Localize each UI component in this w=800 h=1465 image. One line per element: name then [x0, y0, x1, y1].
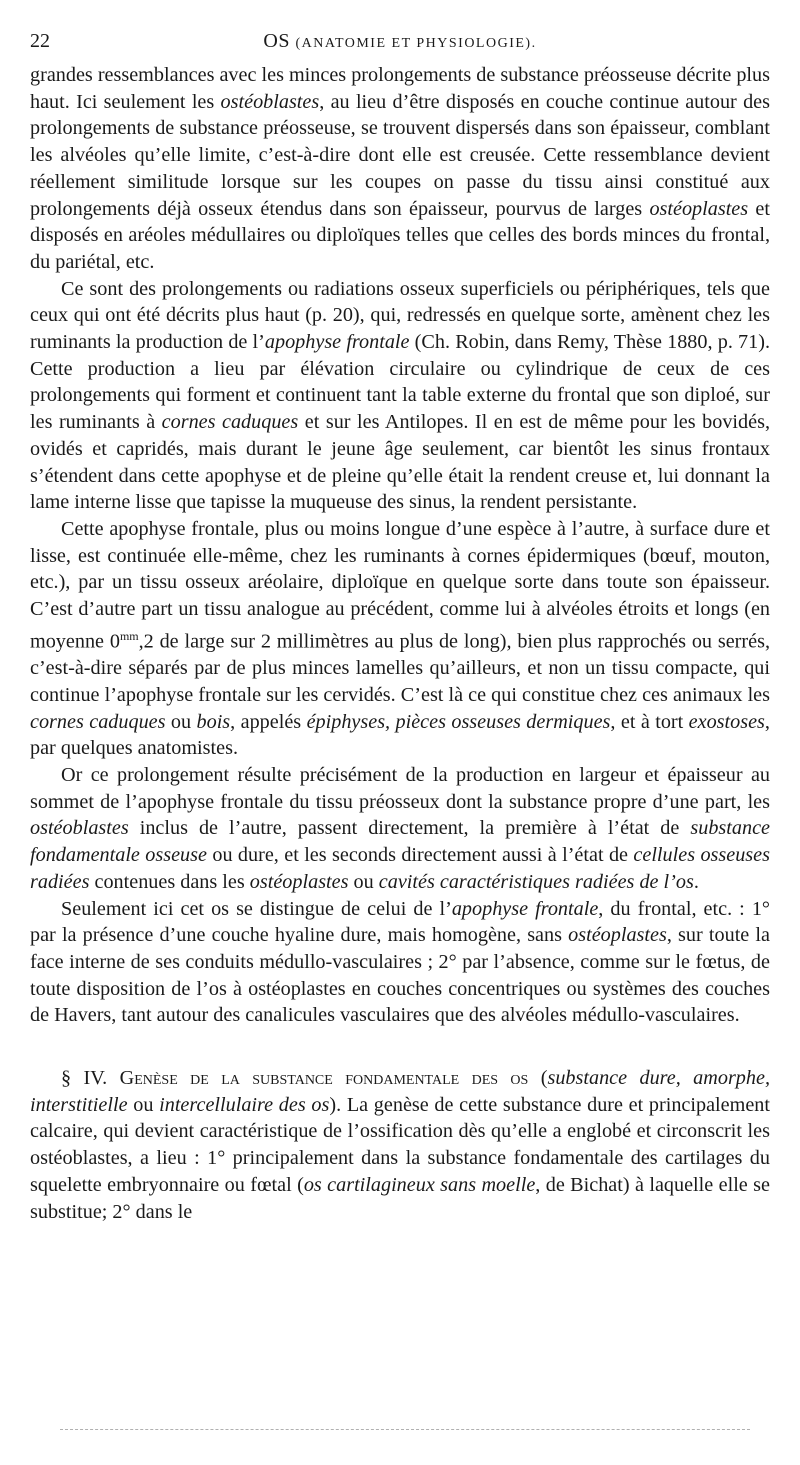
footer-rule	[60, 1429, 750, 1430]
italic-term: ostéoplastes	[568, 924, 667, 947]
italic-term: apophyse frontale	[264, 331, 410, 354]
italic-term: ostéoplastes	[649, 197, 749, 220]
italic-term: bois	[196, 710, 231, 733]
section-title: Genèse de la substance fondamentale des os	[119, 1067, 529, 1090]
italic-term: ostéoblastes	[30, 817, 129, 840]
italic-term: exostoses	[688, 710, 765, 733]
body-text	[30, 62, 770, 1225]
running-head	[30, 26, 770, 59]
italic-term: os cartilagineux sans moelle	[303, 1173, 536, 1196]
italic-term: substance fondamentale osseuse	[30, 817, 770, 867]
paragraph: Ce sont des prolongements ou radiations osseux superficiels ou périphériques, tels que ceux qui ont été décrits plus haut (p. 20), qui, redressés en quelque sorte, amènent chez les ruminants la production de l’apophyse frontale (Ch. Robin, dans Remy, Thèse 1880, p. 71). Cette production a lieu par élévation circulaire ou cylindrique de ceux de ces prolongements qui forment et continuent tant la table externe du frontal que son diploé, sur les ruminants à cornes caduques et sur les Antilopes. Il en est de même pour les bovidés, ovidés et capridés, mais durant le jeune âge seulement, car bientôt les sinus frontaux s’étendent dans cette apophyse et de pleine qu’elle était la rendent creuse et, lui donnant la lame interne lisse que tapisse la muqueuse des sinus, la rendent persistante.	[30, 277, 770, 514]
paragraph: Seulement ici cet os se distingue de celui de l’apophyse frontale, du frontal, etc. : 1° par la présence d’une couche hyaline dure, mais homogène, sans ostéoplastes, sur toute la face interne de ses conduits médullo-vasculaires ; 2° par l’absence, comme sur le fœtus, de toute disposition de l’os à ostéoplastes en couches concentriques ou systèmes des couches de Havers, tant autour des canalicules vasculaires que des alvéoles médullo-vasculaires.	[30, 897, 771, 1027]
running-head-title: OS	[263, 30, 290, 52]
unit-superscript: mm	[119, 628, 139, 643]
italic-term: cellules osseuses radiées	[30, 844, 770, 893]
italic-term: cavités caractéristiques radiées de l’os	[378, 870, 694, 893]
italic-term: ostéoplastes	[249, 870, 349, 893]
paragraph: Cette apophyse frontale, plus ou moins longue d’une espèce à l’autre, à surface dure et lisse, est continuée elle-même, chez les ruminants à cornes épidermiques (bœuf, mouton, etc.), par un tissu osseux aréolaire, diploïque en quelque sorte dans toute son épaisseur. C’est d’autre part un tissu analogue au précédent, comme lui à alvéoles étroits et longs (en moyenne $0^{mm},2$ de large sur 2 millimètres au plus de long), bien plus rapprochés ou serrés, c’est-à-dire séparés par de plus minces lamelles qu’ailleurs, et non un tissu compacte, qui continue l’apophyse frontale sur les cervidés. C’est là ce qui constitue chez ces animaux les cornes caduques ou bois, appelés épiphyses, pièces osseuses dermiques, et à tort exostoses, par quelques anatomistes.	[30, 517, 770, 760]
paragraph: Or ce prolongement résulte précisément de la production en largeur et épaisseur au sommet de l’apophyse frontale du tissu préosseux dont la substance propre d’une part, les ostéoblastes inclus de l’autre, passent directement, la première à l’état de substance fondamentale osseuse ou dure, et les seconds directement aussi à l’état de cellules osseuses radiées contenues dans les ostéoplastes ou cavités caractéristiques radiées de l’os.	[30, 764, 770, 893]
italic-term: intercellulaire des os	[159, 1093, 330, 1116]
italic-term: ostéoblastes	[220, 90, 320, 113]
page-header	[30, 26, 770, 56]
italic-term: épiphyses, pièces osseuses dermiques	[306, 710, 611, 733]
italic-term: cornes caduques	[161, 411, 299, 434]
italic-term: cornes caduques	[30, 710, 166, 733]
section-paragraph: § IV. Genèse de la substance fondamentale des os (substance dure, amorphe, interstitielle ou intercellulaire des os). La genèse de cette substance dure et principalement calcaire, qui devient caractéristique de l’ossification dès qu’elle a englobé et circonscrit les ostéoblastes, a lieu : 1° principalement dans la substance fondamentale des cartilages du squelette embryonnaire ou fœtal (os cartilagineux sans moelle, de Bichat) à laquelle elle se substitue; 2° dans le	[30, 1067, 770, 1223]
running-head-subtitle: (ANATOMIE ET PHYSIOLOGIE).	[295, 36, 537, 51]
paragraph: grandes ressemblances avec les minces prolongements de substance préosseuse décrite plus haut. Ici seulement les ostéoblastes, au lieu d’être disposés en couche continue autour des prolongements de substance préosseuse, se trouvent dispersés dans son épaisseur, comblant les alvéoles qu’elle limite, c’est-à-dire dont elle est creusée. Cette ressemblance devient réellement similitude lorsque sur les coupes on passe du tissu ainsi constitué aux prolongements déjà osseux étendus dans son épaisseur, pourvus de larges ostéoplastes et disposés en aréoles médullaires ou diploïques telles que celles des bords minces du frontal, du pariétal, etc.	[30, 64, 770, 273]
italic-term: apophyse frontale	[451, 897, 599, 920]
section-gap	[30, 1029, 770, 1065]
page-number: 22	[30, 30, 50, 52]
italic-term: substance dure, amorphe, interstitielle	[30, 1067, 770, 1116]
